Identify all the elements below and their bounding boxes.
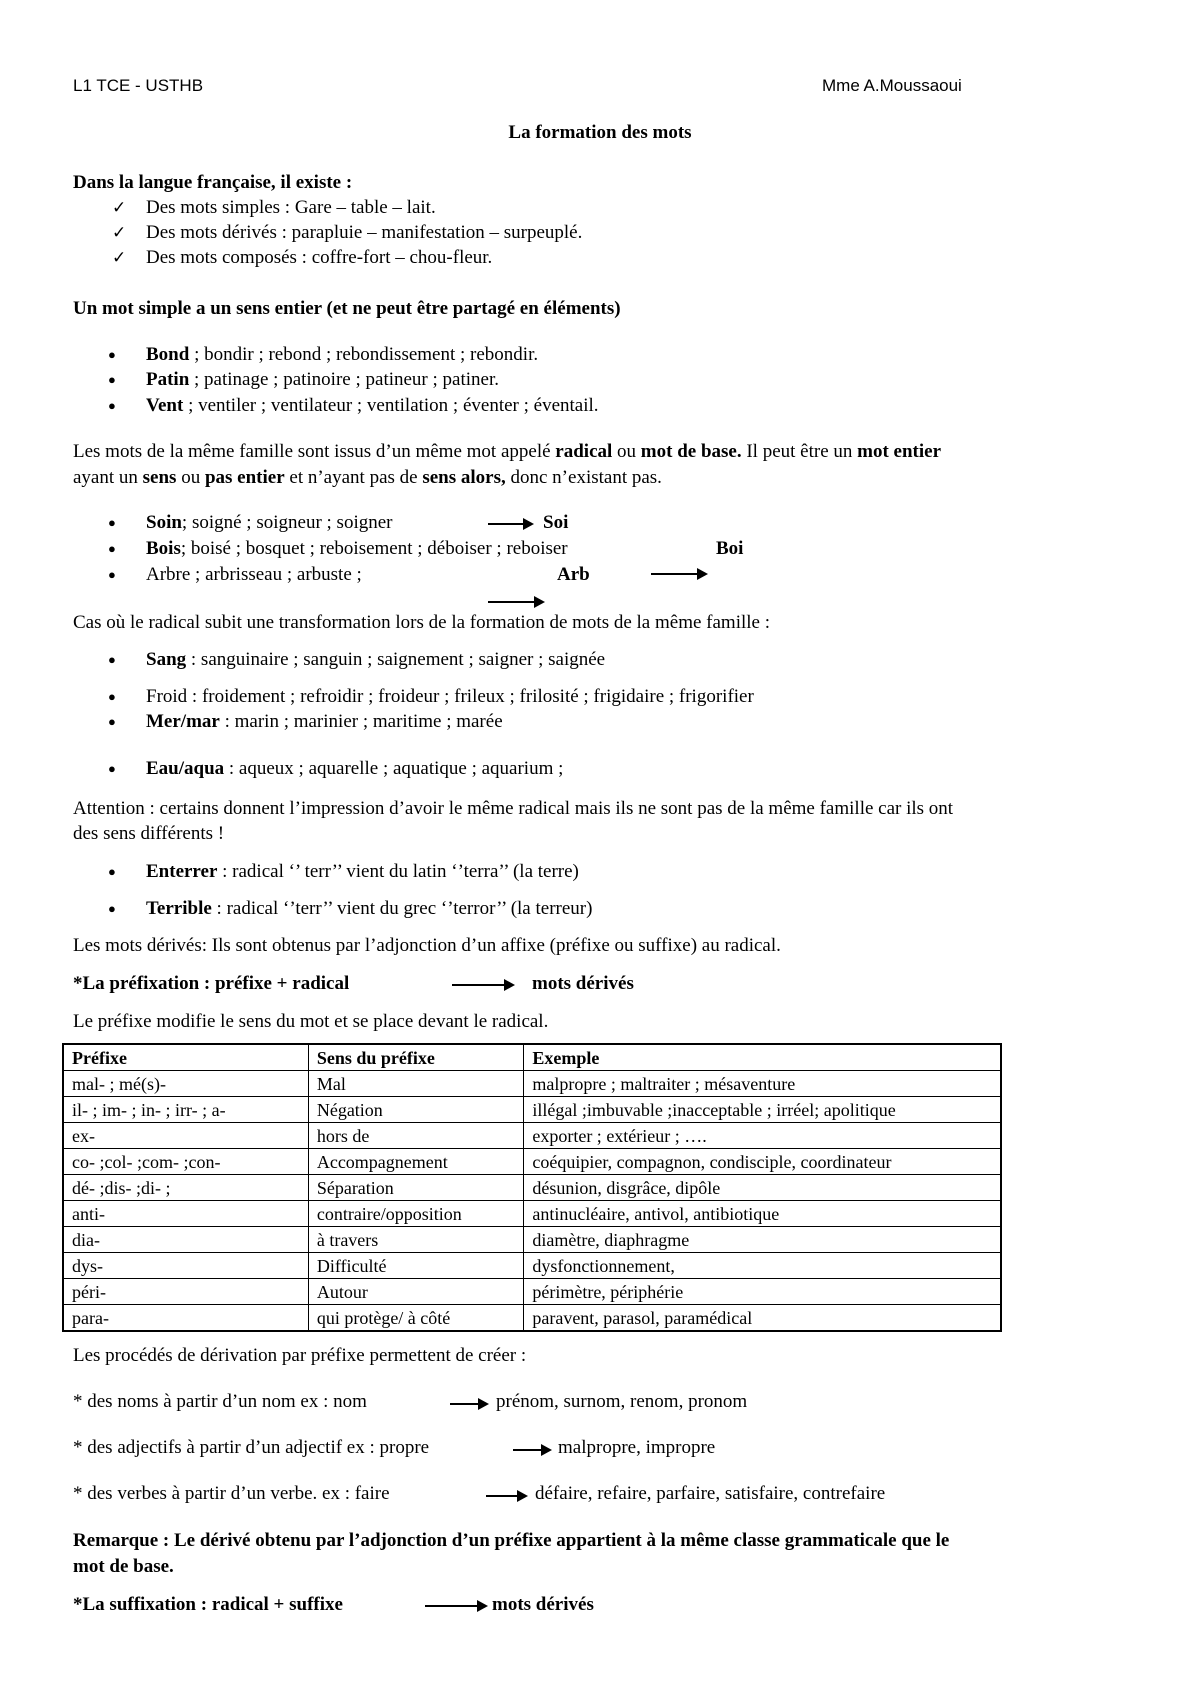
suffix-result: mots dérivés bbox=[492, 1594, 594, 1615]
list-item: Patin ; patinage ; patinoire ; patineur ; patiner. bbox=[146, 369, 499, 390]
table-cell: mal- ; mé(s)- bbox=[63, 1071, 308, 1097]
list-item: Soin; soigné ; soigneur ; soigner bbox=[146, 512, 393, 533]
table-cell: diamètre, diaphragme bbox=[524, 1227, 1001, 1253]
table-header-cell: Préfixe bbox=[63, 1044, 308, 1071]
processes-intro: Les procédés de dérivation par préfixe permettent de créer : bbox=[73, 1345, 527, 1366]
bullet-icon: ● bbox=[108, 714, 116, 729]
arrow-icon bbox=[651, 573, 706, 575]
arrow-icon bbox=[486, 1495, 526, 1497]
radical-paragraph-line1: Les mots de la même famille sont issus d’un même mot appelé radical ou mot de base. Il peut être un mot entier bbox=[73, 441, 942, 462]
table-cell: Accompagnement bbox=[308, 1149, 524, 1175]
arrow-icon bbox=[488, 601, 543, 603]
list-item: Enterrer : radical ‘’ terr’’ vient du latin ‘’terra’’ (la terre) bbox=[146, 861, 579, 882]
list-item: Vent ; ventiler ; ventilateur ; ventilation ; éventer ; éventail. bbox=[146, 395, 599, 416]
table-row bbox=[63, 1071, 1001, 1097]
radical-root: Boi bbox=[716, 538, 744, 559]
table-cell: para- bbox=[63, 1305, 308, 1332]
table-cell: ex- bbox=[63, 1123, 308, 1149]
bullet-icon: ● bbox=[108, 901, 116, 916]
table-header-row bbox=[63, 1044, 1001, 1071]
table-row bbox=[63, 1175, 1001, 1201]
prefix-result: mots dérivés bbox=[532, 973, 634, 994]
process-line-right: malpropre, impropre bbox=[558, 1437, 716, 1458]
bullet-icon: ● bbox=[108, 347, 116, 362]
table-cell: désunion, disgrâce, dipôle bbox=[524, 1175, 1001, 1201]
derived-intro: Les mots dérivés: Ils sont obtenus par l’adjonction d’un affixe (préfixe ou suffixe) au radical. bbox=[73, 935, 781, 956]
check-item: Des mots simples : Gare – table – lait. bbox=[146, 197, 436, 218]
table-cell: contraire/opposition bbox=[308, 1201, 524, 1227]
table-cell: malpropre ; maltraiter ; mésaventure bbox=[524, 1071, 1001, 1097]
table-header-cell: Exemple bbox=[524, 1044, 1001, 1071]
bullet-icon: ● bbox=[108, 567, 116, 582]
process-line-left: * des verbes à partir d’un verbe. ex : faire bbox=[73, 1483, 390, 1504]
list-item: Bois; boisé ; bosquet ; reboisement ; déboiser ; reboiser bbox=[146, 538, 568, 559]
bullet-icon: ● bbox=[108, 372, 116, 387]
check-icon: ✓ bbox=[112, 198, 127, 217]
table-cell: anti- bbox=[63, 1201, 308, 1227]
simple-heading: Un mot simple a un sens entier (et ne peut être partagé en éléments) bbox=[73, 298, 621, 319]
header-left: L1 TCE - USTHB bbox=[73, 76, 204, 95]
list-item: Froid : froidement ; refroidir ; froideur ; frileux ; frilosité ; frigidaire ; frigorifier bbox=[146, 686, 754, 707]
prefix-heading: *La préfixation : préfixe + radical bbox=[73, 973, 350, 994]
table-cell: dysfonctionnement, bbox=[524, 1253, 1001, 1279]
intro-heading: Dans la langue française, il existe : bbox=[73, 172, 353, 193]
table-cell: Séparation bbox=[308, 1175, 524, 1201]
table-cell: à travers bbox=[308, 1227, 524, 1253]
bullet-icon: ● bbox=[108, 541, 116, 556]
list-item: Arbre ; arbrisseau ; arbuste ; bbox=[146, 564, 362, 585]
page-title: La formation des mots bbox=[508, 122, 692, 143]
arrow-icon bbox=[450, 1403, 487, 1405]
table-header-cell: Sens du préfixe bbox=[308, 1044, 524, 1071]
table-cell: co- ;col- ;com- ;con- bbox=[63, 1149, 308, 1175]
list-item: Terrible : radical ‘’terr’’ vient du grec ‘’terror’’ (la terreur) bbox=[146, 898, 593, 919]
radical-root: Soi bbox=[543, 512, 569, 533]
table-cell: hors de bbox=[308, 1123, 524, 1149]
table-row bbox=[63, 1123, 1001, 1149]
table-cell: péri- bbox=[63, 1279, 308, 1305]
table-cell: coéquipier, compagnon, condisciple, coordinateur bbox=[524, 1149, 1001, 1175]
prefix-table bbox=[62, 1043, 1002, 1332]
table-cell: Négation bbox=[308, 1097, 524, 1123]
attention-line2: des sens différents ! bbox=[73, 823, 225, 844]
bullet-icon: ● bbox=[108, 761, 116, 776]
table-row bbox=[63, 1253, 1001, 1279]
table-cell: dys- bbox=[63, 1253, 308, 1279]
list-item: Sang : sanguinaire ; sanguin ; saignement ; saigner ; saignée bbox=[146, 649, 606, 670]
table-row bbox=[63, 1279, 1001, 1305]
radical-paragraph-line2: ayant un sens ou pas entier et n’ayant pas de sens alors, donc n’existant pas. bbox=[73, 467, 662, 488]
table-row bbox=[63, 1227, 1001, 1253]
list-item: Bond ; bondir ; rebond ; rebondissement ; rebondir. bbox=[146, 344, 539, 365]
table-cell: dia- bbox=[63, 1227, 308, 1253]
bullet-icon: ● bbox=[108, 515, 116, 530]
arrow-icon bbox=[452, 984, 513, 986]
table-cell: antinucléaire, antivol, antibiotique bbox=[524, 1201, 1001, 1227]
process-line-right: défaire, refaire, parfaire, satisfaire, contrefaire bbox=[535, 1483, 886, 1504]
check-item: Des mots composés : coffre-fort – chou-fleur. bbox=[146, 247, 493, 268]
list-item: Mer/mar : marin ; marinier ; maritime ; marée bbox=[146, 711, 503, 732]
table-cell: paravent, parasol, paramédical bbox=[524, 1305, 1001, 1332]
table-cell: il- ; im- ; in- ; irr- ; a- bbox=[63, 1097, 308, 1123]
process-line-left: * des noms à partir d’un nom ex : nom bbox=[73, 1391, 367, 1412]
table-row bbox=[63, 1149, 1001, 1175]
process-line-right: prénom, surnom, renom, pronom bbox=[496, 1391, 748, 1412]
arrow-icon bbox=[488, 523, 532, 525]
table-row bbox=[63, 1097, 1001, 1123]
table-row bbox=[63, 1201, 1001, 1227]
table-cell: périmètre, périphérie bbox=[524, 1279, 1001, 1305]
transform-intro: Cas où le radical subit une transformation lors de la formation de mots de la même famille : bbox=[73, 612, 770, 633]
table-cell: Autour bbox=[308, 1279, 524, 1305]
table-cell: exporter ; extérieur ; …. bbox=[524, 1123, 1001, 1149]
header-right: Mme A.Moussaoui bbox=[822, 76, 962, 95]
process-line-left: * des adjectifs à partir d’un adjectif ex : propre bbox=[73, 1437, 430, 1458]
bullet-icon: ● bbox=[108, 864, 116, 879]
table-row bbox=[63, 1305, 1001, 1332]
table-cell: qui protège/ à côté bbox=[308, 1305, 524, 1332]
attention-line1: Attention : certains donnent l’impression d’avoir le même radical mais ils ne sont pas de la même famille car ils ont bbox=[73, 798, 954, 819]
prefix-note: Le préfixe modifie le sens du mot et se place devant le radical. bbox=[73, 1011, 549, 1032]
list-item: Eau/aqua : aqueux ; aquarelle ; aquatique ; aquarium ; bbox=[146, 758, 564, 779]
bullet-icon: ● bbox=[108, 689, 116, 704]
radical-root: Arb bbox=[557, 564, 590, 585]
check-icon: ✓ bbox=[112, 223, 127, 242]
check-icon: ✓ bbox=[112, 248, 127, 267]
remark-line1: Remarque : Le dérivé obtenu par l’adjonction d’un préfixe appartient à la même classe grammaticale que le bbox=[73, 1530, 950, 1551]
table-cell: illégal ;imbuvable ;inacceptable ; irréel; apolitique bbox=[524, 1097, 1001, 1123]
check-item: Des mots dérivés : parapluie – manifestation – surpeuplé. bbox=[146, 222, 583, 243]
arrow-icon bbox=[425, 1605, 486, 1607]
table-cell: dé- ;dis- ;di- ; bbox=[63, 1175, 308, 1201]
remark-line2: mot de base. bbox=[73, 1556, 174, 1577]
table-cell: Difficulté bbox=[308, 1253, 524, 1279]
table-cell: Mal bbox=[308, 1071, 524, 1097]
bullet-icon: ● bbox=[108, 398, 116, 413]
bullet-icon: ● bbox=[108, 652, 116, 667]
suffix-heading: *La suffixation : radical + suffixe bbox=[73, 1594, 343, 1615]
arrow-icon bbox=[513, 1449, 550, 1451]
